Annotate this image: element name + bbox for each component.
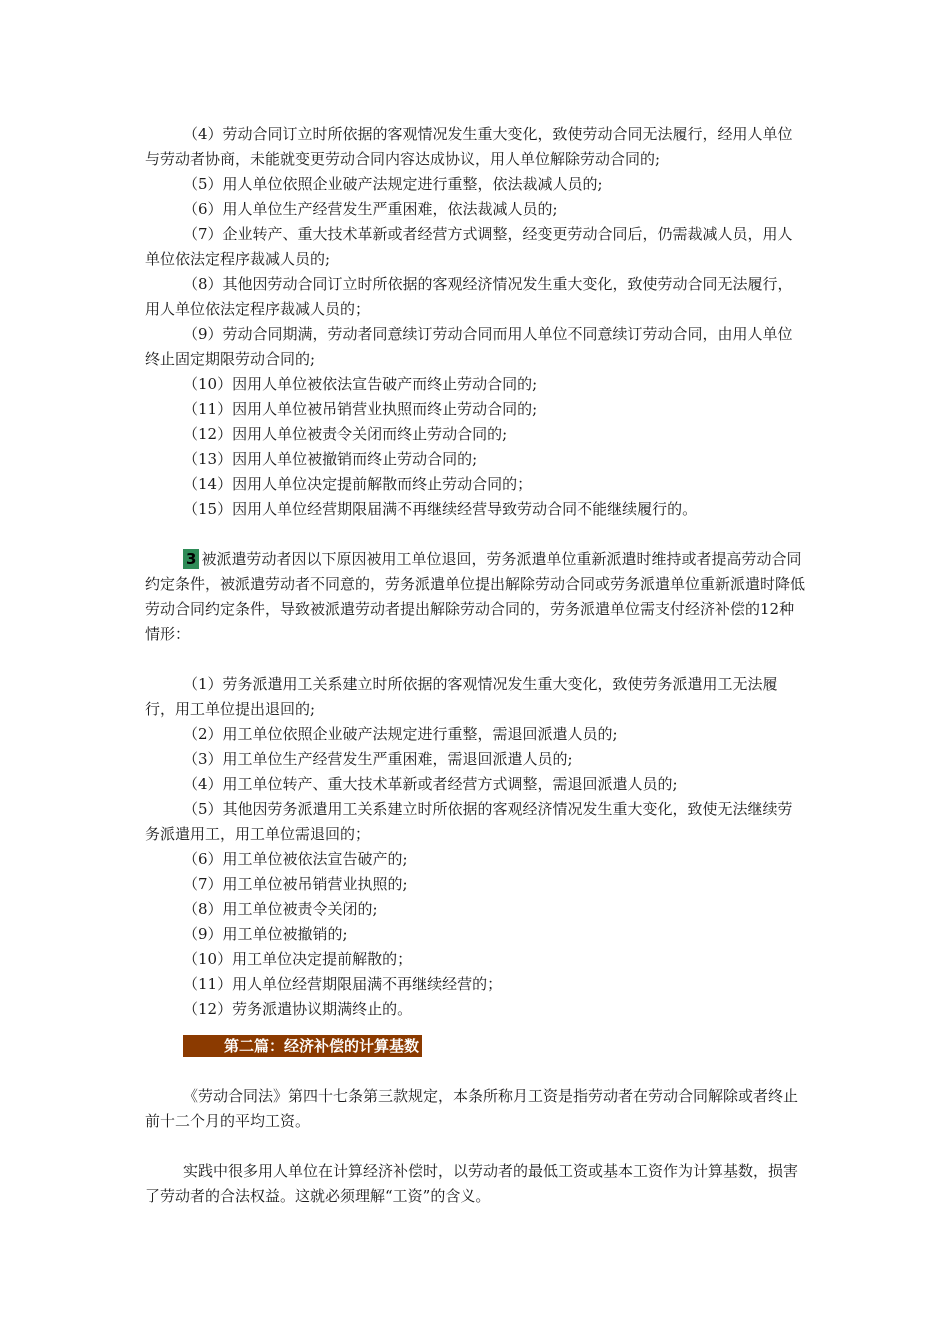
list-item: （9）用工单位被撤销的; <box>183 925 348 943</box>
section-number-badge: 3 <box>183 549 199 569</box>
list-item: （7）用工单位被吊销营业执照的; <box>183 875 408 893</box>
list-item: （7）企业转产、重大技术革新或者经营方式调整，经变更劳动合同后，仍需裁减人员，用人单位依法定程序裁减人员的; <box>145 225 793 268</box>
list-item: （10）用工单位决定提前解散的； <box>183 950 413 968</box>
list-item: （12）劳务派遣协议期满终止的。 <box>183 1000 413 1018</box>
list-item: （6）用人单位生产经营发生严重困难，依法裁减人员的; <box>183 200 558 218</box>
paragraph: 实践中很多用人单位在计算经济补偿时，以劳动者的最低工资或基本工资作为计算基数，损害了劳动者的合法权益。这就必须理解“工资”的含义。 <box>145 1162 799 1205</box>
list-item: （15）因用人单位经营期限届满不再继续经营导致劳动合同不能继续履行的。 <box>183 500 698 518</box>
list-item: （11）用人单位经营期限届满不再继续经营的； <box>183 975 503 993</box>
list-item: （14）因用人单位决定提前解散而终止劳动合同的； <box>183 475 533 493</box>
dispatch-list <box>145 672 805 1022</box>
list-item: （4）用工单位转产、重大技术革新或者经营方式调整，需退回派遣人员的; <box>183 775 678 793</box>
list-item: （9）劳动合同期满，劳动者同意续订劳动合同而用人单位不同意续订劳动合同，由用人单位终止固定期限劳动合同的; <box>145 325 793 368</box>
paragraph: 《劳动合同法》第四十七条第三款规定，本条所称月工资是指劳动者在劳动合同解除或者终止前十二个月的平均工资。 <box>145 1087 799 1130</box>
list-item: （3）用工单位生产经营发生严重困难，需退回派遣人员的; <box>183 750 573 768</box>
section3-intro-text: 被派遣劳动者因以下原因被用工单位退回，劳务派遣单位重新派遣时维持或者提高劳动合同约定条件，被派遣劳动者不同意的，劳务派遣单位提出解除劳动合同或劳务派遣单位重新派遣时降低劳动合同约定条件，导致被派遣劳动者提出解除劳动合同的，劳务派遣单位需支付经济补偿的12种情形： <box>145 550 806 643</box>
list-item: （8）用工单位被责令关闭的; <box>183 900 378 918</box>
list-item: （13）因用人单位被撤销而终止劳动合同的; <box>183 450 478 468</box>
list-item: （1）劳务派遣用工关系建立时所依据的客观情况发生重大变化，致使劳务派遣用工无法履行，用工单位提出退回的; <box>145 675 778 718</box>
chapter-heading: 第二篇：经济补偿的计算基数 <box>183 1035 422 1057</box>
document-page <box>145 122 805 1209</box>
list-item: （6）用工单位被依法宣告破产的; <box>183 850 408 868</box>
list-item: （5）其他因劳务派遣用工关系建立时所依据的客观经济情况发生重大变化，致使无法继续劳务派遣用工，用工单位需退回的； <box>145 800 793 843</box>
section3-intro <box>145 547 805 647</box>
list-item: （11）因用人单位被吊销营业执照而终止劳动合同的; <box>183 400 538 418</box>
list-item: （2）用工单位依照企业破产法规定进行重整，需退回派遣人员的; <box>183 725 618 743</box>
termination-list <box>145 122 805 522</box>
list-item: （4）劳动合同订立时所依据的客观情况发生重大变化，致使劳动合同无法履行，经用人单位与劳动者协商，未能就变更劳动合同内容达成协议，用人单位解除劳动合同的; <box>145 125 793 168</box>
list-item: （8）其他因劳动合同订立时所依据的客观经济情况发生重大变化，致使劳动合同无法履行，用人单位依法定程序裁减人员的； <box>145 275 793 318</box>
list-item: （10）因用人单位被依法宣告破产而终止劳动合同的; <box>183 375 538 393</box>
list-item: （5）用人单位依照企业破产法规定进行重整，依法裁减人员的; <box>183 175 603 193</box>
list-item: （12）因用人单位被责令关闭而终止劳动合同的; <box>183 425 508 443</box>
chapter-heading-line <box>145 1034 805 1059</box>
